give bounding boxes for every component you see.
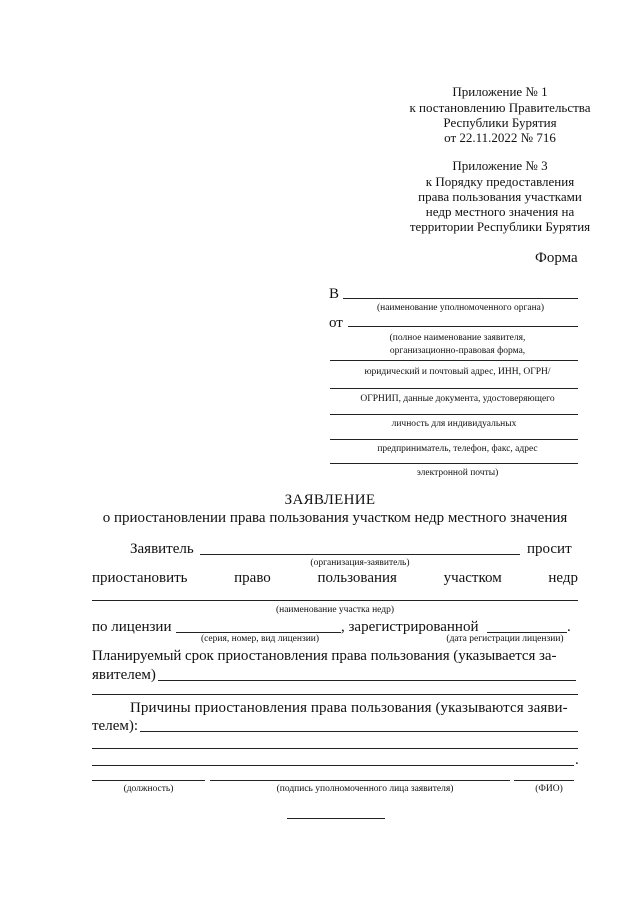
license-field-line[interactable]: [176, 632, 341, 633]
end-dot: .: [575, 752, 579, 768]
position-field-line[interactable]: [92, 780, 205, 781]
signature-field-line[interactable]: [210, 780, 510, 781]
appendix-3-line: к Порядку предоставления: [425, 174, 575, 189]
appendix-3-line: недр местного значения на: [425, 204, 575, 219]
name-field-line[interactable]: [514, 780, 574, 781]
appendix-3-line: права пользования участками: [418, 189, 582, 204]
reasons-field-line[interactable]: [92, 765, 574, 766]
request-word: недр: [548, 570, 578, 586]
appendix-1-line: от 22.11.2022 № 716: [444, 130, 556, 145]
appendix-3-line: Приложение № 3: [452, 158, 548, 173]
from-field-line[interactable]: [330, 439, 578, 440]
term-field-line[interactable]: [158, 680, 576, 681]
license-caption: (серия, номер, вид лицензии): [200, 634, 320, 644]
license-end: .: [567, 619, 571, 635]
registered-text: , зарегистрированной: [341, 619, 479, 635]
from-field-line[interactable]: [330, 414, 578, 415]
site-caption: (наименование участка недр): [275, 605, 395, 615]
applicant-label: Заявитель: [130, 541, 194, 557]
applicant-field-line[interactable]: [200, 554, 520, 555]
request-word: право: [234, 570, 271, 586]
from-caption: организационно-правовая форма,: [389, 346, 526, 356]
to-field-line[interactable]: [343, 298, 578, 299]
license-prefix: по лицензии: [92, 619, 172, 635]
to-caption: (наименование уполномоченного органа): [376, 303, 545, 313]
appendix-1-line: Приложение № 1: [452, 84, 548, 99]
reg-date-field-line[interactable]: [487, 632, 567, 633]
from-caption: личность для индивидуальных: [391, 419, 517, 429]
from-prefix: от: [329, 315, 343, 331]
from-field-line[interactable]: [348, 326, 578, 327]
reg-date-caption: (дата регистрации лицензии): [446, 634, 564, 644]
document-subtitle: о приостановлении права пользования участком недр местного значения: [102, 510, 568, 526]
requests-word: просит: [527, 541, 572, 557]
signature-caption: (подпись уполномоченного лица заявителя): [276, 784, 454, 794]
appendix-3-line: территории Республики Бурятия: [409, 219, 591, 234]
reasons-text: телем):: [92, 718, 139, 734]
term-text: явителем): [92, 667, 156, 683]
reasons-field-line[interactable]: [92, 748, 578, 749]
term-text: Планируемый срок приостановления права пользования (указывается за-: [92, 648, 557, 664]
from-field-line[interactable]: [330, 360, 578, 361]
closing-separator: [287, 818, 385, 819]
name-caption: (ФИО): [535, 784, 563, 794]
from-caption: предприниматель, телефон, факс, адрес: [377, 444, 538, 454]
applicant-caption: (организация-заявитель): [310, 558, 410, 568]
request-word: участком: [443, 570, 502, 586]
from-field-line[interactable]: [330, 388, 578, 389]
from-caption: юридический и почтовый адрес, ИНН, ОГРН/: [364, 367, 551, 377]
appendix-1-line: к постановлению Правительства: [409, 100, 591, 115]
form-label: Форма: [535, 250, 578, 266]
from-field-line[interactable]: [330, 463, 578, 464]
site-field-line[interactable]: [92, 600, 578, 601]
request-line: [92, 570, 578, 587]
appendix-1-line: Республики Бурятия: [443, 115, 557, 130]
from-caption: электронной почты): [416, 468, 499, 478]
reasons-field-line[interactable]: [140, 731, 578, 732]
document-title: ЗАЯВЛЕНИЕ: [284, 492, 376, 508]
reasons-text: Причины приостановления права пользования (указываются заяви-: [130, 700, 568, 716]
to-prefix: В: [329, 286, 340, 302]
term-field-line[interactable]: [92, 694, 578, 695]
from-caption: ОГРНИП, данные документа, удостоверяющего: [360, 394, 555, 404]
request-word: приостановить: [92, 570, 188, 586]
request-word: пользования: [317, 570, 397, 586]
from-caption: (полное наименование заявителя,: [389, 333, 526, 343]
position-caption: (должность): [123, 784, 174, 794]
